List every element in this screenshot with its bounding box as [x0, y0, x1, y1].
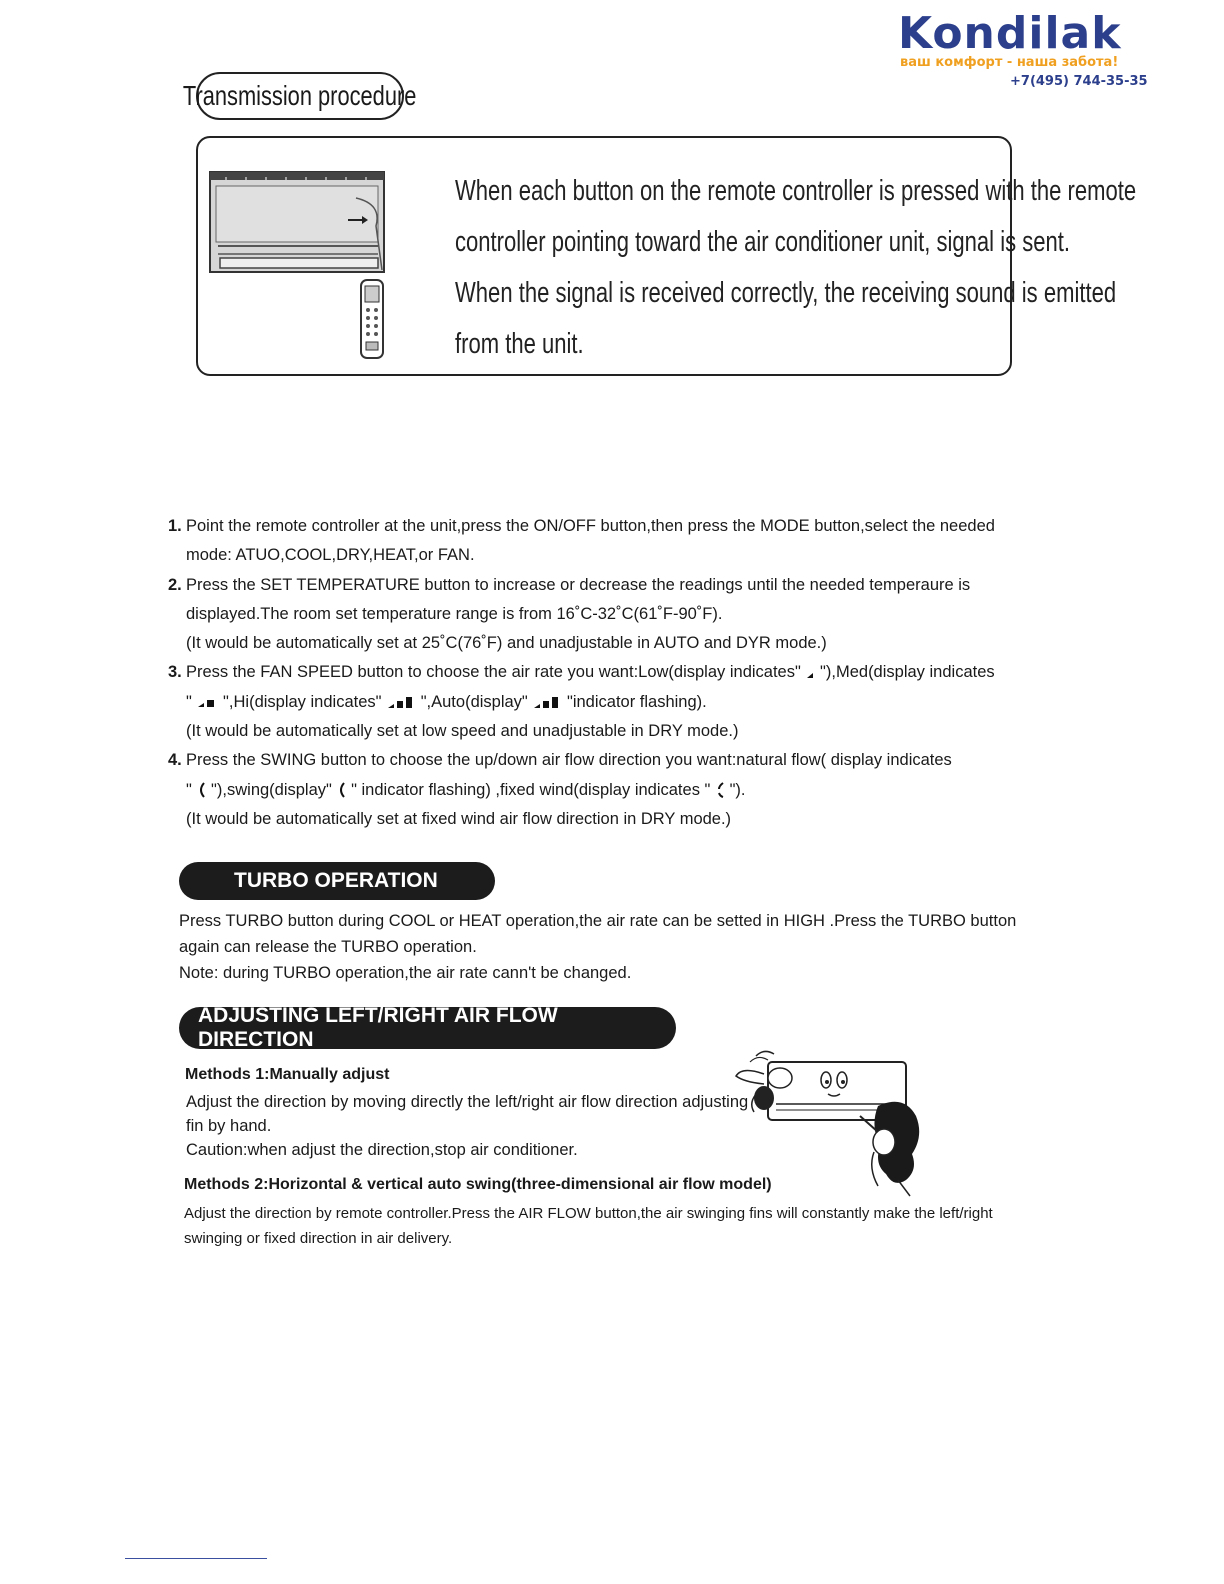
step-number: 2. — [168, 575, 182, 594]
step-number: 1. — [168, 517, 182, 535]
step-number: 4. — [168, 751, 182, 770]
step-1: 1. Point the remote controller at the unit,press the ON/OFF button,then press the MODE button,select the needed — [168, 512, 988, 541]
step-2: 2. Press the SET TEMPERATURE button to increase or decrease the readings until the needed temperaure is — [168, 571, 988, 600]
fan-med-icon — [196, 696, 218, 708]
airflow-heading: ADJUSTING LEFT/RIGHT AIR FLOW DIRECTION — [179, 1007, 676, 1049]
transmission-line: controller pointing toward the air conditioner unit, signal is sent. — [455, 226, 1071, 258]
step-1-continuation: mode: ATUO,COOL,DRY,HEAT,or FAN. — [186, 546, 475, 565]
step-4-note: (It would be automatically set at fixed wind air flow direction in DRY mode.) — [186, 809, 732, 828]
step-2-note: (It would be automatically set at 25˚C(76˚F) and unadjustable in AUTO and DYR mode.) — [186, 634, 827, 653]
turbo-heading: TURBO OPERATION — [179, 862, 495, 900]
step-3-continuation: " ",Hi(display indicates" ",Auto(display" "indicator flashing). — [186, 692, 707, 711]
step-2-continuation: displayed.The room set temperature range is from 16˚C-32˚C(61˚F-90˚F). — [186, 604, 723, 623]
indoor-unit-illustration — [206, 168, 390, 362]
turbo-text: Press TURBO button during COOL or HEAT operation,the air rate can be setted in HIGH .Press the TURBO button again can release the TURBO operation. Note: during TURBO operation,the air rate cann't be changed. — [179, 912, 1017, 982]
operation-steps — [168, 512, 995, 834]
transmission-line: When the signal is received correctly, the receiving sound is emitted — [455, 277, 1117, 309]
swing-natural-icon — [196, 781, 206, 799]
transmission-line: from the unit. — [455, 328, 584, 360]
fan-high-icon — [386, 695, 416, 709]
brand-tagline: ваш комфорт - наша забота! — [900, 55, 1119, 70]
brand-logo: Kondilak — [898, 8, 1122, 59]
step-number: 3. — [168, 663, 182, 682]
swing-fixed-icon — [715, 781, 725, 799]
footer-rule — [125, 1558, 267, 1559]
step-4: 4. Press the SWING button to choose the up/down air flow direction you want:natural flow( display indicates — [168, 746, 988, 775]
transmission-title: Transmission procedure — [196, 72, 404, 120]
method-1-text: Adjust the direction by moving directly the left/right air flow direction adjusting fin by hand. Caution:when adjust the direction,stop air conditioner. — [186, 1093, 749, 1159]
method-2-title: Methods 2:Horizontal & vertical auto swing(three-dimensional air flow model) — [184, 1176, 772, 1193]
transmission-line: When each button on the remote controller is pressed with the remote — [455, 175, 1137, 207]
transmission-text — [455, 166, 1137, 370]
step-4-continuation: " "),swing(display" " indicator flashing) ,fixed wind(display indicates " "). — [186, 780, 746, 799]
method-2-text: Adjust the direction by remote controller.Press the AIR FLOW button,the air swinging fins will constantly make the left/right swinging or fixed direction in air delivery. — [184, 1205, 993, 1247]
brand-phone: +7(495) 744-35-35 — [1010, 74, 1148, 89]
fan-auto-icon — [532, 695, 562, 709]
step-3: 3. Press the FAN SPEED button to choose the air rate you want:Low(display indicates" "),Med(display indicates — [168, 658, 988, 687]
step-3-note: (It would be automatically set at low speed and unadjustable in DRY mode.) — [186, 722, 739, 741]
method-1-title: Methods 1:Manually adjust — [185, 1066, 390, 1083]
swing-flashing-icon — [336, 781, 346, 799]
fan-low-icon — [805, 667, 815, 679]
